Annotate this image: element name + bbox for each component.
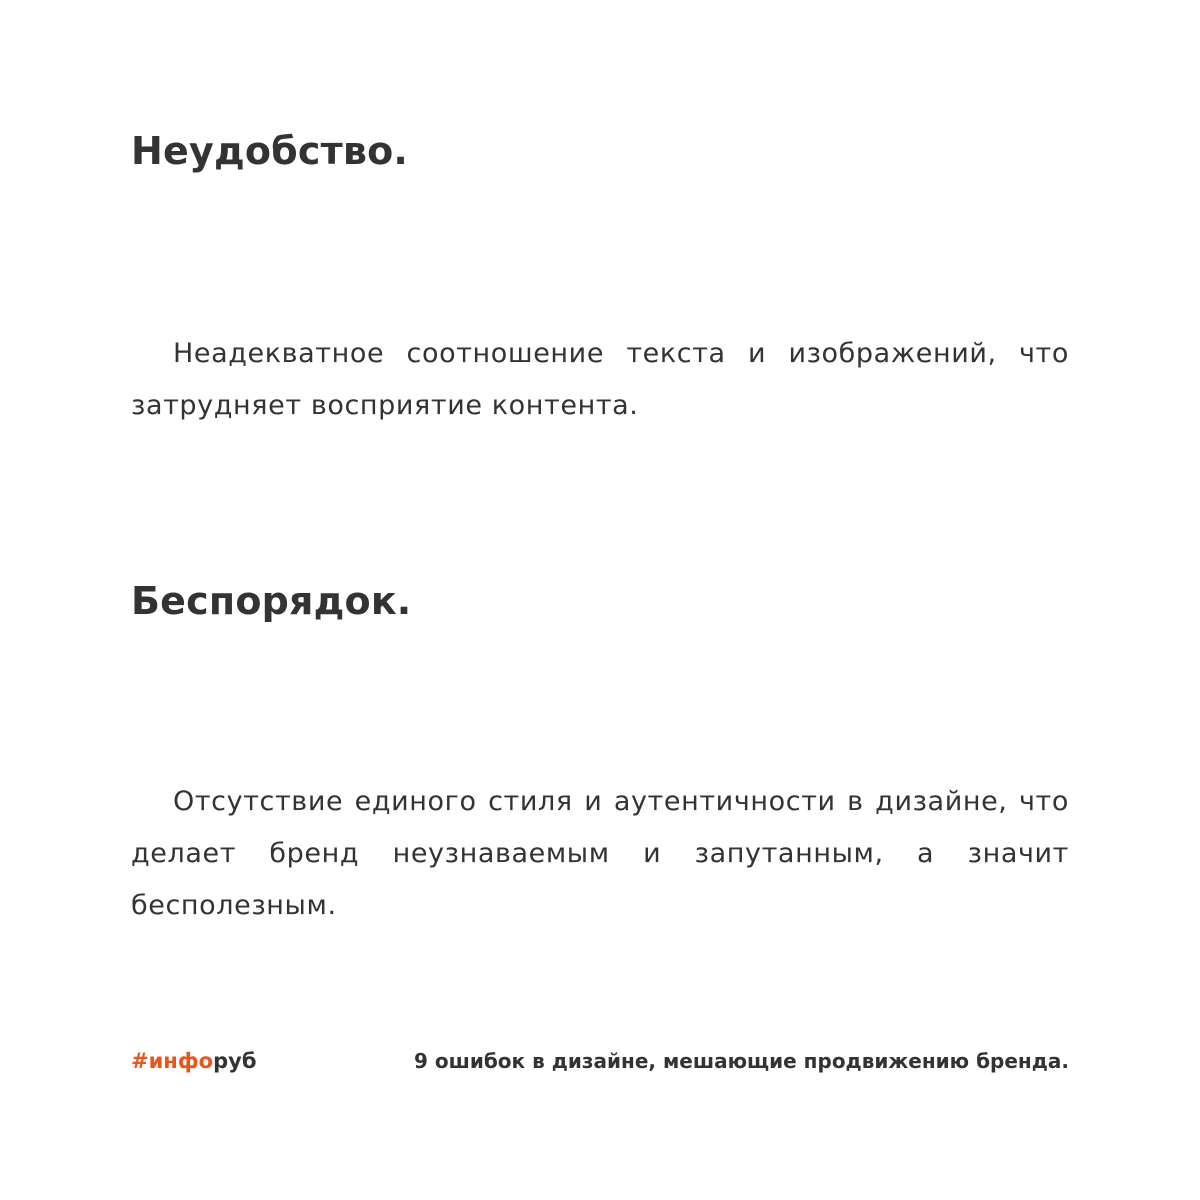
- section-text-inconvenience: Неадекватное соотношение текста и изображений, что затрудняет восприятие контента.: [131, 338, 1069, 421]
- brand-hashtag: [131, 1044, 256, 1078]
- section-title-disorder: Беспорядок.: [131, 579, 412, 623]
- section-title-inconvenience: Неудобство.: [131, 129, 409, 173]
- footer: [131, 1044, 1069, 1078]
- section-text-disorder: Отсутствие единого стиля и аутентичности в дизайне, что делает бренд неузнаваемым и запутанным, а значит бесполезным.: [131, 786, 1069, 921]
- brand-hashtag-rest: руб: [213, 1049, 257, 1073]
- footer-tagline: 9 ошибок в дизайне, мешающие продвижению бренда.: [413, 1049, 1069, 1073]
- brand-hashtag-accent: #инфо: [131, 1049, 214, 1073]
